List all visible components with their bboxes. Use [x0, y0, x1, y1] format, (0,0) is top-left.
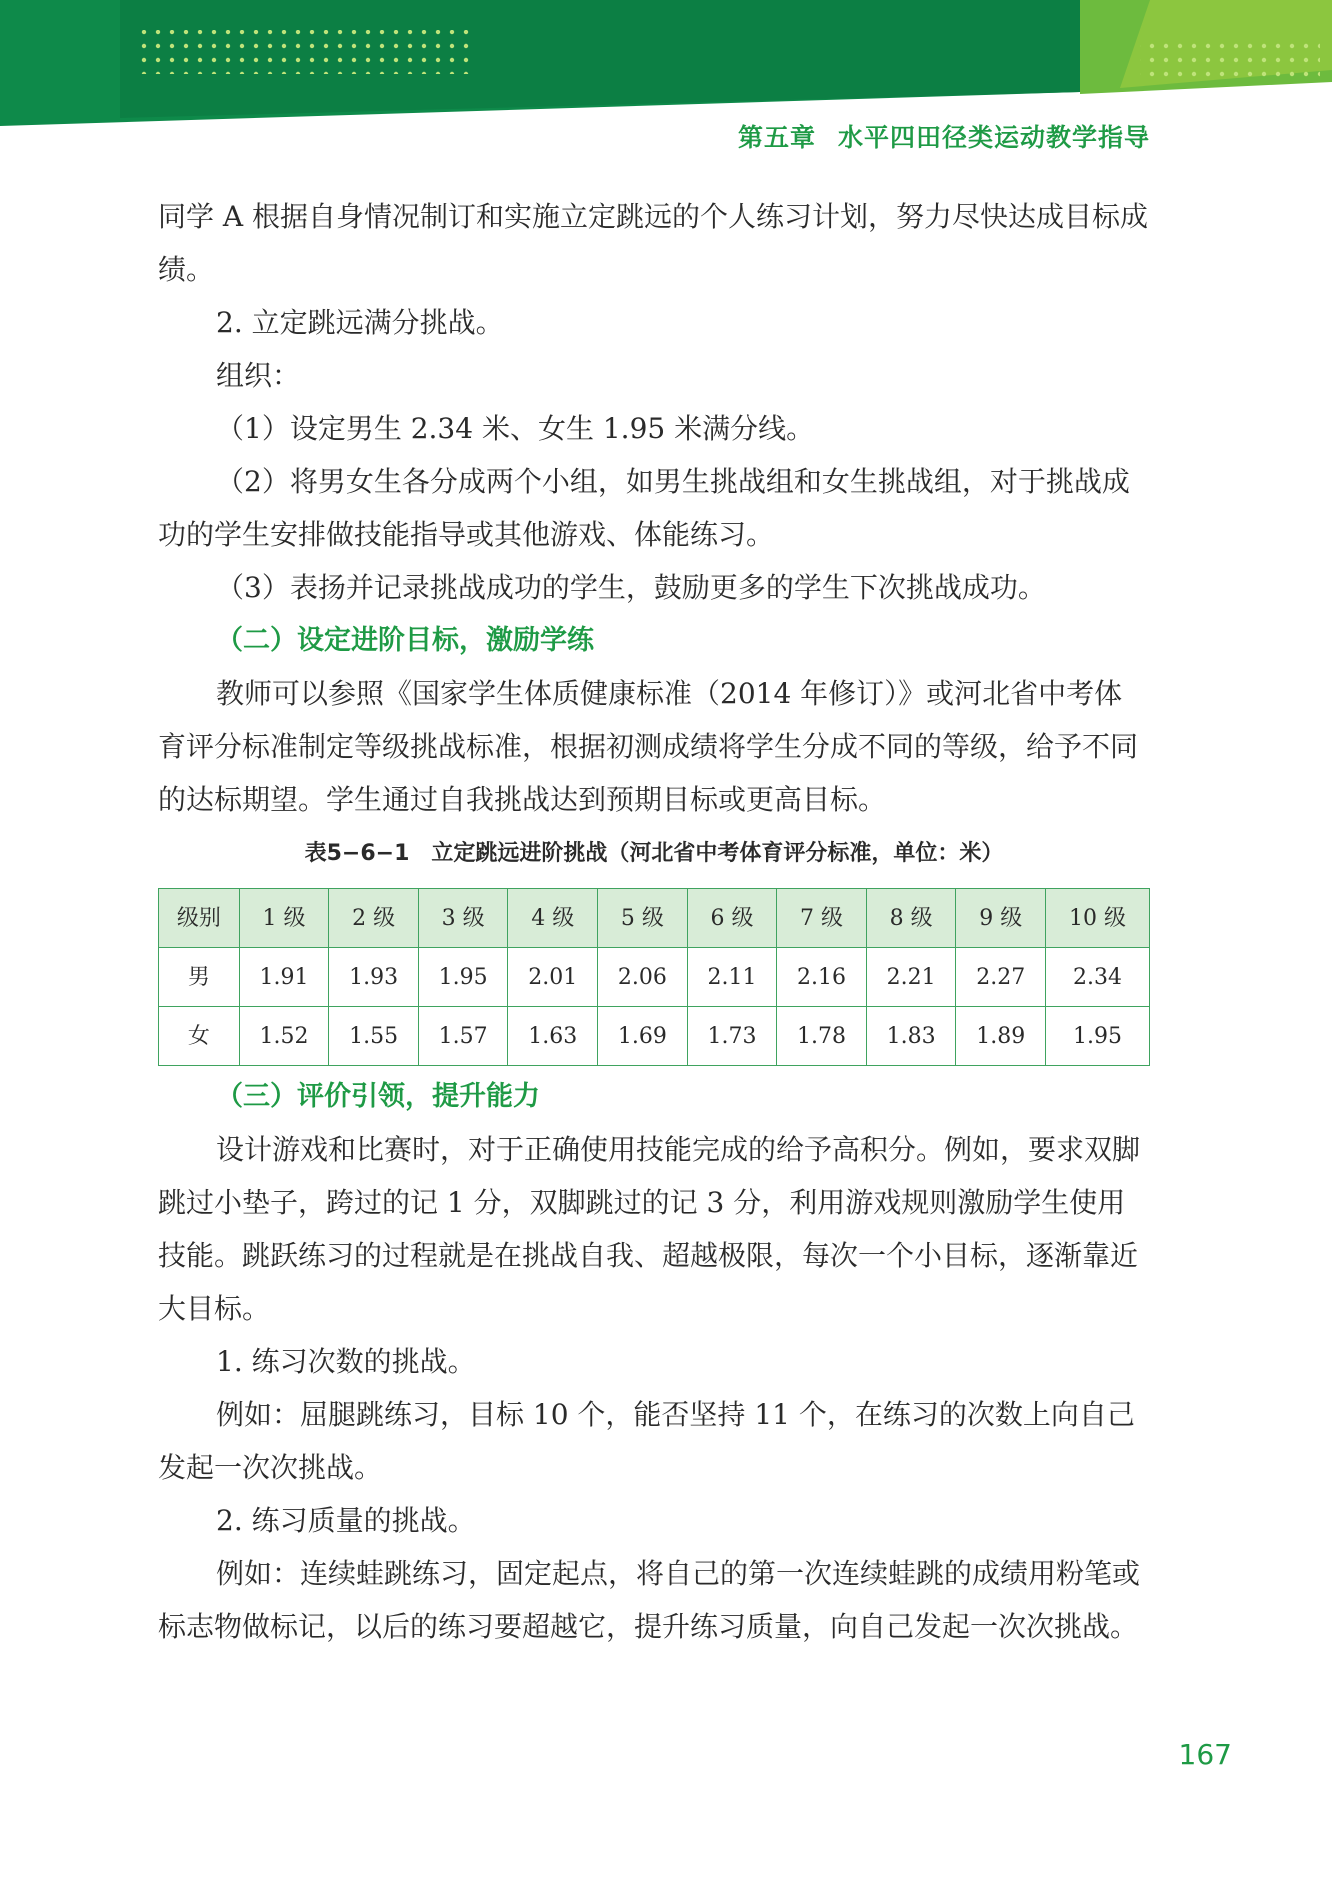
section-heading: （二）设定进阶目标，激励学练	[216, 625, 594, 656]
table-header-cell: 7 级	[777, 889, 867, 948]
table-header-cell: 8 级	[866, 889, 956, 948]
table-caption: 表5−6−1 立定跳远进阶挑战（河北省中考体育评分标准，单位：米）	[304, 841, 1004, 866]
paragraph: 1. 练习次数的挑战。	[216, 1345, 476, 1378]
table-header-cell: 3 级	[418, 889, 508, 948]
paragraph: 2. 练习质量的挑战。	[216, 1504, 476, 1537]
table-header-cell: 4 级	[508, 889, 598, 948]
table-header-cell: 9 级	[956, 889, 1046, 948]
grade-table	[158, 888, 1150, 1066]
table-header-cell: 级别	[159, 889, 240, 948]
page-content	[158, 190, 1150, 1653]
paragraph: 同学 A 根据自身情况制订和实施立定跳远的个人练习计划，努力尽快达成目标成绩。	[158, 200, 1149, 286]
table-cell: 1.89	[956, 1007, 1046, 1066]
table-cell: 2.11	[687, 948, 777, 1007]
table-cell: 男	[159, 948, 240, 1007]
table-cell: 1.63	[508, 1007, 598, 1066]
chapter-number: 第五章	[737, 123, 816, 152]
table-header-cell: 6 级	[687, 889, 777, 948]
paragraph: （2）将男女生各分成两个小组，如男生挑战组和女生挑战组，对于挑战成功的学生安排做技能指导或其他游戏、体能练习。	[158, 465, 1130, 551]
page-number: 167	[1178, 1738, 1232, 1771]
chapter-title: 水平四田径类运动教学指导	[837, 123, 1150, 152]
table-cell: 2.16	[777, 948, 867, 1007]
table-cell: 2.06	[598, 948, 688, 1007]
section-heading: （三）评价引领，提升能力	[216, 1081, 540, 1112]
paragraph: 例如：连续蛙跳练习，固定起点，将自己的第一次连续蛙跳的成绩用粉笔或标志物做标记，以后的练习要超越它，提升练习质量，向自己发起一次次挑战。	[158, 1557, 1141, 1643]
table-header-cell: 2 级	[329, 889, 419, 948]
chapter-header	[738, 118, 1150, 154]
table-row-female	[159, 1007, 1150, 1066]
table-cell: 1.83	[866, 1007, 956, 1066]
table-header-cell: 5 级	[598, 889, 688, 948]
table-cell: 1.91	[239, 948, 329, 1007]
paragraph: （1）设定男生 2.34 米、女生 1.95 米满分线。	[216, 412, 815, 445]
table-cell: 1.73	[687, 1007, 777, 1066]
table-cell: 1.52	[239, 1007, 329, 1066]
paragraph: 设计游戏和比赛时，对于正确使用技能完成的给予高积分。例如，要求双脚跳过小垫子，跨过的记 1 分，双脚跳过的记 3 分，利用游戏规则激励学生使用技能。跳跃练习的过程就是在挑战自我、超越极限，每次一个小目标，逐渐靠近大目标。	[158, 1133, 1141, 1325]
paragraph: （3）表扬并记录挑战成功的学生，鼓励更多的学生下次挑战成功。	[216, 571, 1046, 604]
paragraph: 组织：	[216, 359, 301, 392]
table-cell: 女	[159, 1007, 240, 1066]
header-banner	[0, 0, 1332, 130]
table-cell: 2.34	[1046, 948, 1150, 1007]
table-header-cell: 10 级	[1046, 889, 1150, 948]
table-row-male	[159, 948, 1150, 1007]
table-cell: 1.93	[329, 948, 419, 1007]
table-cell: 1.69	[598, 1007, 688, 1066]
table-header-cell: 1 级	[239, 889, 329, 948]
table-cell: 1.78	[777, 1007, 867, 1066]
paragraph: 2. 立定跳远满分挑战。	[216, 306, 504, 339]
table-cell: 2.21	[866, 948, 956, 1007]
table-cell: 2.27	[956, 948, 1046, 1007]
table-cell: 1.95	[1046, 1007, 1150, 1066]
table-header-row	[159, 889, 1150, 948]
table-cell: 2.01	[508, 948, 598, 1007]
table-cell: 1.95	[418, 948, 508, 1007]
table-cell: 1.55	[329, 1007, 419, 1066]
paragraph: 教师可以参照《国家学生体质健康标准（2014 年修订）》或河北省中考体育评分标准制定等级挑战标准，根据初测成绩将学生分成不同的等级，给予不同的达标期望。学生通过自我挑战达到预期目标或更高目标。	[158, 677, 1139, 816]
table-cell: 1.57	[418, 1007, 508, 1066]
paragraph: 例如：屈腿跳练习，目标 10 个，能否坚持 11 个，在练习的次数上向自己发起一次次挑战。	[158, 1398, 1135, 1484]
